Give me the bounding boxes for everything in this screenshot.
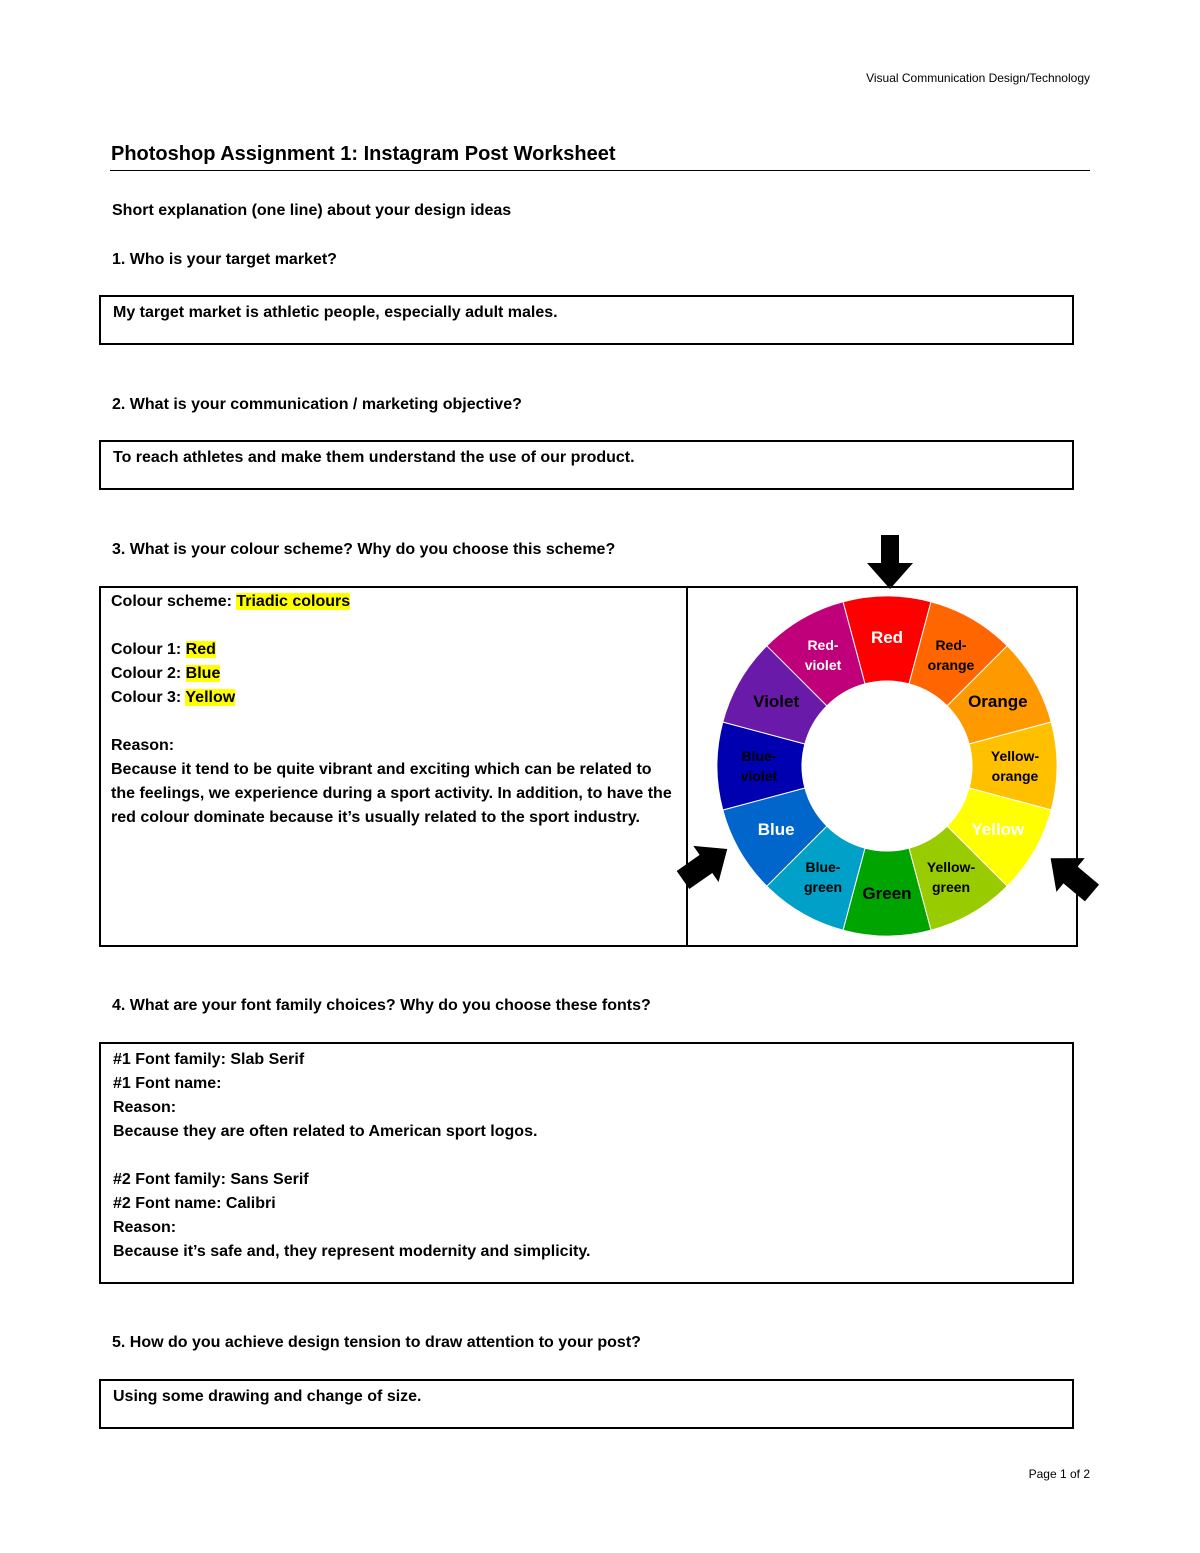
- font-1-reason-label: Reason:: [113, 1099, 177, 1116]
- colour-scheme-text: [101, 588, 688, 945]
- colour-1-value: Red: [185, 641, 216, 658]
- wheel-label-0: Red: [870, 628, 904, 647]
- font-1-reason: Because they are often related to American sport logos.: [113, 1123, 538, 1140]
- colour-2-value: Blue: [185, 665, 221, 682]
- answer-5: Using some drawing and change of size.: [113, 1388, 422, 1405]
- font-2-reason: Because it’s safe and, they represent modernity and simplicity.: [113, 1243, 591, 1260]
- scheme-line: [111, 590, 676, 614]
- answer-2: To reach athletes and make them understand the use of our product.: [113, 449, 635, 466]
- question-2: 2. What is your communication / marketing objective?: [112, 396, 522, 413]
- question-4: 4. What are your font family choices? Why do you choose these fonts?: [112, 997, 651, 1014]
- answer-box-1: [99, 295, 1074, 345]
- colour-1-line: [111, 638, 676, 662]
- wheel-label-6: Green: [862, 884, 912, 903]
- colour-1-label: Colour 1:: [111, 641, 186, 658]
- question-1: 1. Who is your target market?: [112, 251, 337, 268]
- reason-label: Reason:: [111, 737, 175, 754]
- document-header: Visual Communication Design/Technology: [866, 71, 1090, 85]
- font-2-name: #2 Font name: Calibri: [113, 1195, 276, 1212]
- answer-1: My target market is athletic people, especially adult males.: [113, 304, 558, 321]
- answer-box-5: [99, 1379, 1074, 1429]
- question-3: 3. What is your colour scheme? Why do you choose this scheme?: [112, 541, 616, 558]
- wheel-label-3: Yellow-orange: [990, 748, 1040, 784]
- wheel-label-1: Red-orange: [927, 637, 975, 674]
- colour-wheel-figure: [660, 520, 1120, 950]
- font-2-family: #2 Font family: Sans Serif: [113, 1171, 309, 1188]
- colour-3-label: Colour 3:: [111, 689, 186, 706]
- wheel-label-10: Violet: [753, 692, 800, 711]
- question-5: 5. How do you achieve design tension to draw attention to your post?: [112, 1334, 641, 1351]
- colour-2-line: [111, 662, 676, 686]
- scheme-label: Colour scheme:: [111, 593, 237, 610]
- arrow-up-left-icon: [1036, 841, 1106, 909]
- wheel-label-11: Red-violet: [804, 637, 842, 674]
- answer-box-2: [99, 440, 1074, 490]
- font-1-family: #1 Font family: Slab Serif: [113, 1051, 305, 1068]
- title-underline: [110, 170, 1090, 171]
- wheel-label-4: Yellow: [971, 820, 1025, 839]
- arrow-down-icon: [867, 535, 913, 589]
- wheel-label-7: Blue-green: [803, 858, 843, 895]
- scheme-value: Triadic colours: [236, 593, 351, 610]
- colour-3-value: Yellow: [185, 689, 236, 706]
- wheel-label-2: Orange: [968, 692, 1028, 711]
- wheel-label-9: Blue-violet: [740, 748, 778, 784]
- reason-text: Because it tend to be quite vibrant and exciting which can be related to the feelings, we experience during a sport activity. In addition, to have the red colour dominate because it’s usually related to the sport industry.: [111, 761, 672, 826]
- page-title: Photoshop Assignment 1: Instagram Post Worksheet: [111, 143, 616, 165]
- colour-2-label: Colour 2:: [111, 665, 186, 682]
- intro-text: Short explanation (one line) about your design ideas: [112, 202, 512, 219]
- font-2-reason-label: Reason:: [113, 1219, 177, 1236]
- font-1-name: #1 Font name:: [113, 1075, 222, 1092]
- wheel-label-8: Blue: [757, 820, 795, 839]
- arrow-up-right-icon: [670, 831, 739, 898]
- colour-wheel-center: [802, 681, 972, 851]
- wheel-label-5: Yellow-green: [926, 858, 976, 895]
- colour-3-line: [111, 686, 676, 710]
- page-number: Page 1 of 2: [1028, 1467, 1090, 1481]
- answer-box-4: [99, 1042, 1074, 1284]
